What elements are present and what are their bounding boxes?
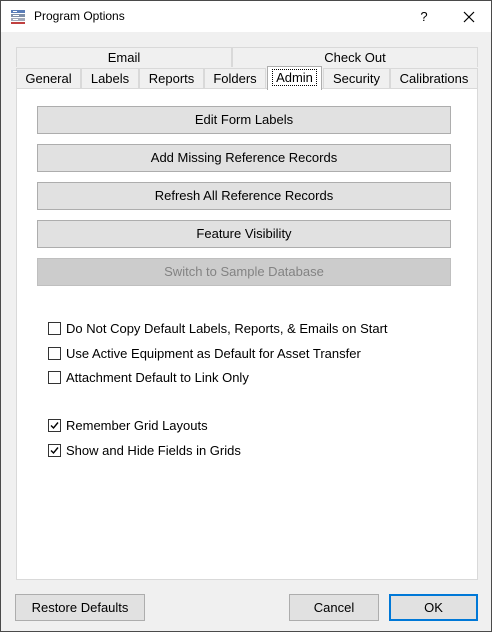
tab-labels[interactable]: Labels xyxy=(81,68,139,88)
checkmark-icon xyxy=(49,445,60,456)
checkbox-label: Do Not Copy Default Labels, Reports, & Emails on Start xyxy=(66,321,388,336)
checkmark-icon xyxy=(49,420,60,431)
tab-reports[interactable]: Reports xyxy=(139,68,204,88)
tab-security[interactable]: Security xyxy=(323,68,390,88)
tab-email[interactable]: Email xyxy=(16,47,232,67)
add-missing-reference-records-button[interactable]: Add Missing Reference Records xyxy=(37,144,451,172)
tab-row-bottom xyxy=(16,68,478,89)
close-icon xyxy=(463,11,475,23)
refresh-all-reference-records-button[interactable]: Refresh All Reference Records xyxy=(37,182,451,210)
help-button[interactable]: ? xyxy=(420,9,428,24)
tab-check-out[interactable]: Check Out xyxy=(232,47,478,67)
ok-button[interactable]: OK xyxy=(389,594,478,621)
checkbox-label: Show and Hide Fields in Grids xyxy=(66,443,241,458)
tab-general[interactable]: General xyxy=(16,68,81,88)
tab-admin[interactable]: Admin xyxy=(267,66,322,90)
tab-calibrations[interactable]: Calibrations xyxy=(390,68,478,88)
edit-form-labels-button[interactable]: Edit Form Labels xyxy=(37,106,451,134)
close-button[interactable] xyxy=(447,1,491,32)
checkbox-box[interactable] xyxy=(48,347,61,360)
window-title: Program Options xyxy=(34,9,125,23)
feature-visibility-button[interactable]: Feature Visibility xyxy=(37,220,451,248)
switch-to-sample-database-button: Switch to Sample Database xyxy=(37,258,451,286)
admin-tab-panel xyxy=(16,88,478,580)
cancel-button[interactable]: Cancel xyxy=(289,594,379,621)
tab-row-top xyxy=(16,47,478,68)
app-options-icon xyxy=(10,9,26,25)
checkbox-label: Remember Grid Layouts xyxy=(66,418,208,433)
restore-defaults-button[interactable]: Restore Defaults xyxy=(15,594,145,621)
checkbox-box[interactable] xyxy=(48,419,61,432)
checkbox-box[interactable] xyxy=(48,444,61,457)
checkbox-box[interactable] xyxy=(48,322,61,335)
checkbox-box[interactable] xyxy=(48,371,61,384)
checkbox-label: Attachment Default to Link Only xyxy=(66,370,249,385)
tab-folders[interactable]: Folders xyxy=(204,68,266,88)
title-bar xyxy=(1,1,491,32)
checkbox-label: Use Active Equipment as Default for Asset Transfer xyxy=(66,346,361,361)
